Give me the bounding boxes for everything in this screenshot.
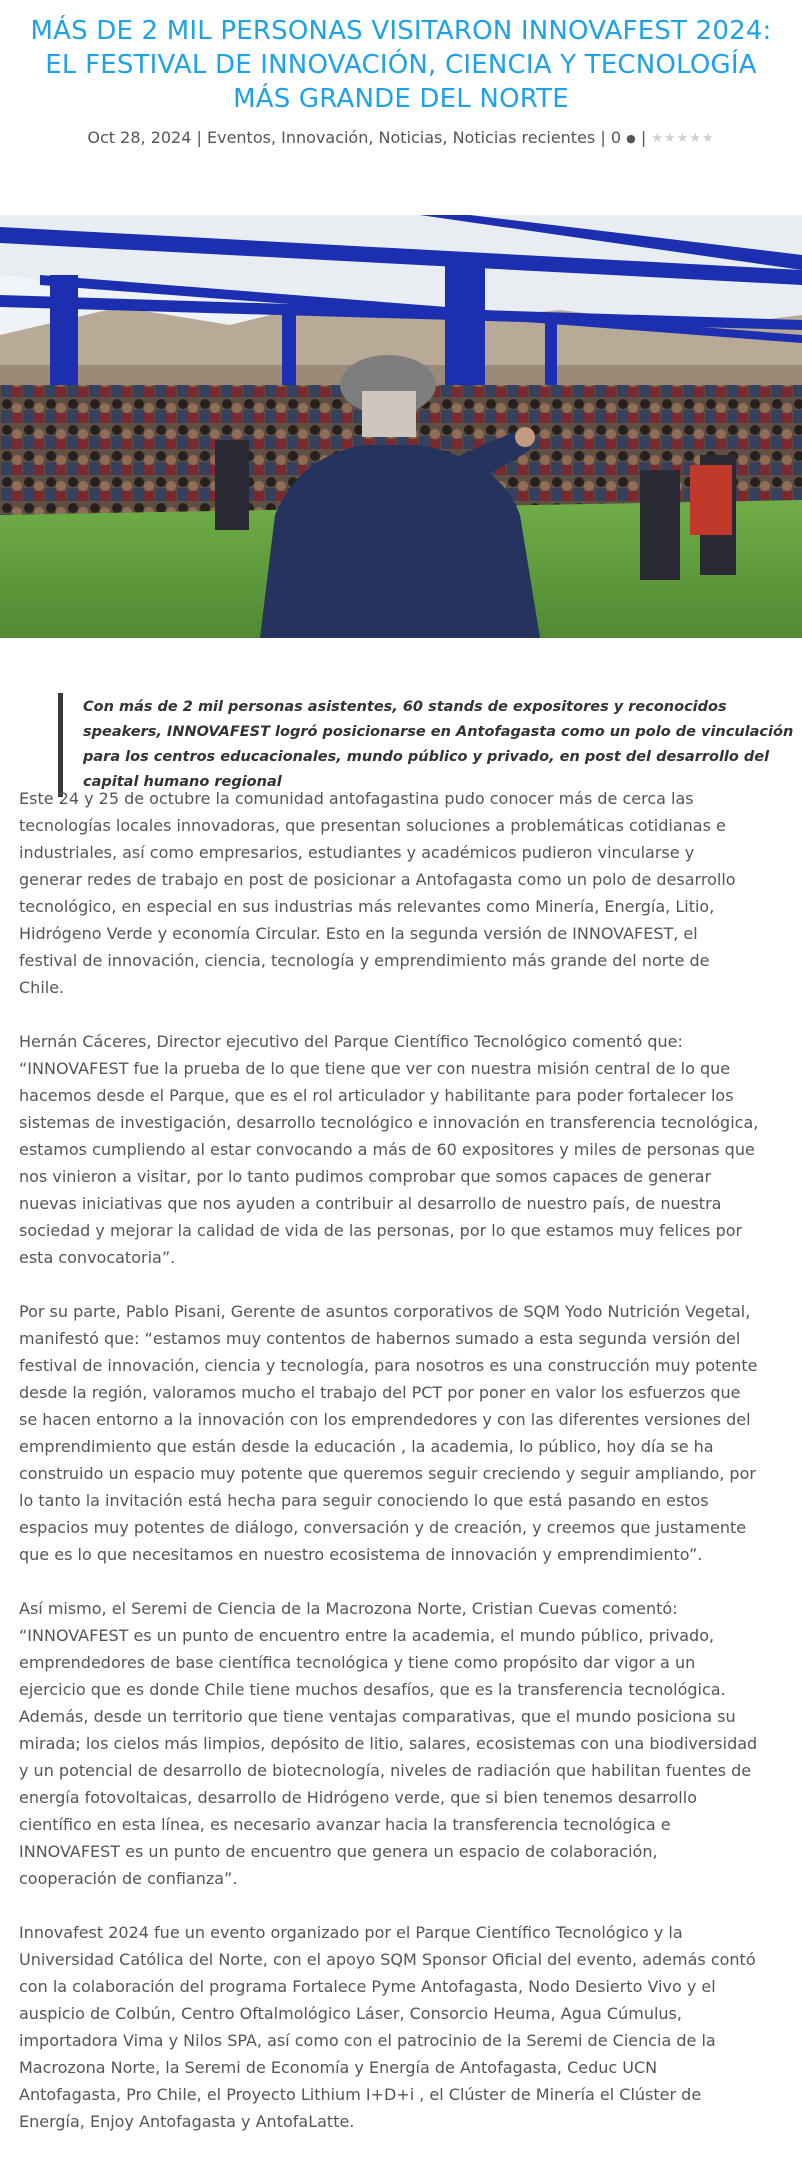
hero-image [0,215,802,638]
comment-icon: ● [626,132,636,145]
body-paragraph: Por su parte, Pablo Pisani, Gerente de asuntos corporativos de SQM Yodo Nutrición Vegetal, manifestó que: “estamos muy contentos de habernos sumado a esta segunda versión del festival de innovación, ciencia y tecnología, para nosotros es una construcción muy potente desde la región, valoramos mucho el trabajo del PCT por poner en valor los esfuerzos que se hacen entorno a la innovación con los emprendedores y con las diferentes versiones del emprendimiento que están desde la educación , la academia, lo público, hoy día se ha construido un espacio muy potente que queremos seguir creciendo y seguir ampliando, por lo tanto la invitación está hecha para seguir conociendo lo que está pasando en estos espacios muy potentes de diálogo, conversación y de creación, y creemos que justamente que es lo que necesitamos en nuestro ecosistema de innovación y emprendimiento”. [19,1302,758,1564]
category-link-noticias-recientes[interactable]: Noticias recientes [452,128,596,147]
event-photo [0,215,802,638]
body-paragraph: Innovafest 2024 fue un evento organizado por el Parque Científico Tecnológico y la Universidad Católica del Norte, con el apoyo SQM Sponsor Oficial del evento, además contó con la colaboración del programa Fortalece Pyme Antofagasta, Nodo Desierto Vivo y el auspicio de Colbún, Centro Oftalmológico Láser, Consorcio Heuma, Agua Cúmulus, importadora Vima y Nilos SPA, así como con el patrocinio de la Seremi de Ciencia de la Macrozona Norte, la Seremi de Economía y Energía de Antofagasta, Ceduc UCN Antofagasta, Pro Chile, el Proyecto Lithium I+D+i , el Clúster de Minería el Clúster de Energía, Enjoy Antofagasta y AntofaLatte. [19,1923,756,2131]
body-paragraph: Así mismo, el Seremi de Ciencia de la Macrozona Norte, Cristian Cuevas comentó: “INNOVAFEST es un punto de encuentro entre la academia, el mundo público, privado, emprendedores de base científica tecnológica y tiene como propósito dar vigor a un ejercicio que es donde Chile tiene muchos desafíos, que es la transferencia tecnológica. Además, desde un territorio que tiene ventajas comparativas, que el mundo posiciona su mirada; los cielos más limpios, depósito de litio, salares, ecosistemas con una biodiversidad y un potencial de desarrollo de biotecnología, niveles de radiación que habilitan fuentes de energía fotovoltaicas, desarrollo de Hidrógeno verde, que si bien tenemos desarrollo científico en esta línea, es necesario avanzar hacia la transferencia tecnológica e INNOVAFEST es un punto de encuentro que genera un espacio de colaboración, cooperación de confianza”. [19,1599,758,1888]
category-link-eventos[interactable]: Eventos [206,128,271,147]
body-paragraph: Este 24 y 25 de octubre la comunidad antofagastina pudo conocer más de cerca las tecnologías locales innovadoras, que presentan soluciones a problemáticas cotidianas e industriales, así como empresarios, estudiantes y académicos pudieron vincularse y generar redes de trabajo en post de posicionar a Antofagasta como un polo de desarrollo tecnológico, en especial en sus industrias más relevantes como Minería, Energía, Litio, Hidrógeno Verde y economía Circular. Esto en la segunda versión de INNOVAFEST, el festival de innovación, ciencia, tecnología y emprendimiento más grande del norte de Chile. [19,789,736,997]
article-highlight-quote: Con más de 2 mil personas asistentes, 60 stands de expositores y reconocidos speakers, INNOVAFEST logró posicionarse en Antofagasta como un polo de vinculación para los centros educacionales, mundo público y privado, en post del desarrollo del capital humano regional [58,693,802,797]
category-link-innovacion[interactable]: Innovación [281,128,369,147]
comment-count: 0 [610,128,622,147]
post-meta: Oct 28, 2024 | Eventos, Innovación, Noticias, Noticias recientes | 0 ● | ★★★★★ [0,126,802,150]
post-title: MÁS DE 2 MIL PERSONAS VISITARON INNOVAFEST 2024: EL FESTIVAL DE INNOVACIÓN, CIENCIA Y TECNOLOGÍA MÁS GRANDE DEL NORTE [30,16,772,114]
category-link-noticias[interactable]: Noticias [378,128,443,147]
article-body [19,785,759,2162]
body-paragraph: Hernán Cáceres, Director ejecutivo del Parque Científico Tecnológico comentó que: “INNOVAFEST fue la prueba de lo que tiene que ver con nuestra misión central de lo que hacemos desde el Parque, que es el rol articulador y habilitante para poder fortalecer los sistemas de investigación, desarrollo tecnológico e innovación en transferencia tecnológica, estamos cumpliendo al estar convocando a más de 60 expositores y miles de personas que nos vinieron a visitar, por lo tanto pudimos comprobar que somos capaces de generar nuevas iniciativas que nos ayuden a contribuir al desarrollo de nuestro país, de nuestra sociedad y mejorar la calidad de vida de las personas, por lo que estamos muy felices por esta convocatoria”. [19,1032,759,1267]
post-date: Oct 28, 2024 [87,128,192,147]
star-rating-icon[interactable]: ★★★★★ [651,131,715,146]
comments-link[interactable] [611,128,636,147]
